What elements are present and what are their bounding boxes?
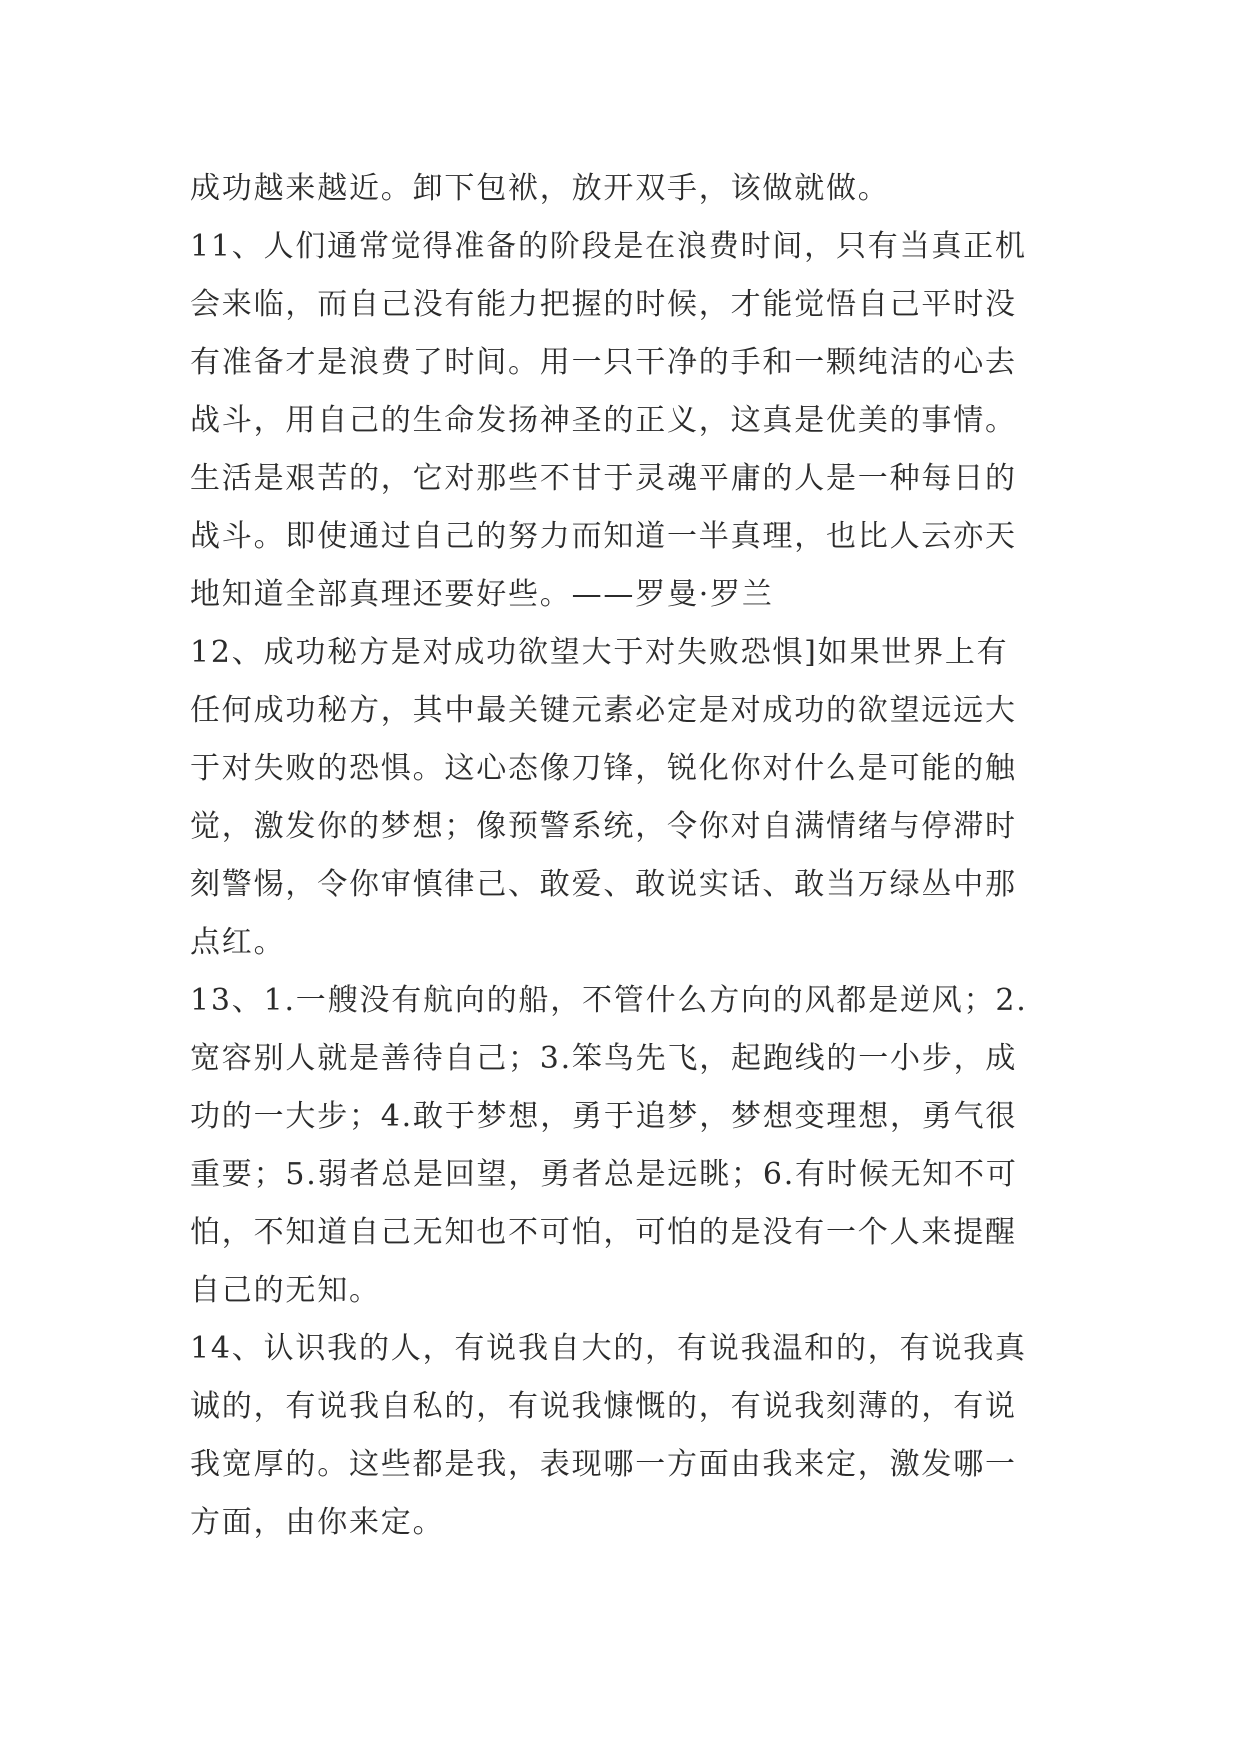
text-line: 诚的，有说我自私的，有说我慷慨的，有说我刻薄的，有说: [190, 1389, 1017, 1424]
text-line: 有准备才是浪费了时间。用一只干净的手和一颗纯洁的心去: [190, 345, 1017, 380]
text-line: 地知道全部真理还要好些。——罗曼·罗兰: [190, 577, 774, 612]
body-text: [190, 160, 1060, 1552]
text-line: 怕，不知道自己无知也不可怕，可怕的是没有一个人来提醒: [190, 1215, 1017, 1250]
text-line: 重要；5.弱者总是回望，勇者总是远眺；6.有时候无知不可: [190, 1157, 1018, 1192]
text-line: 宽容别人就是善待自己；3.笨鸟先飞，起跑线的一小步，成: [190, 1041, 1018, 1076]
text-line: 任何成功秘方，其中最关键元素必定是对成功的欲望远远大: [190, 693, 1017, 728]
text-line: 点红。: [190, 925, 286, 960]
text-line: 觉，激发你的梦想；像预警系统，令你对自满情绪与停滞时: [190, 809, 1017, 844]
text-line: 12、成功秘方是对成功欲望大于对失败恐惧]如果世界上有: [190, 635, 1009, 670]
text-line: 战斗。即使通过自己的努力而知道一半真理，也比人云亦天: [190, 519, 1017, 554]
text-line: 自己的无知。: [190, 1273, 381, 1308]
text-line: 刻警惕，令你审慎律己、敢爱、敢说实话、敢当万绿丛中那: [190, 867, 1017, 902]
text-line: 成功越来越近。卸下包袱，放开双手，该做就做。: [190, 171, 890, 206]
text-line: 生活是艰苦的，它对那些不甘于灵魂平庸的人是一种每日的: [190, 461, 1017, 496]
text-line: 14、认识我的人，有说我自大的，有说我温和的，有说我真: [190, 1331, 1027, 1366]
text-line: 于对失败的恐惧。这心态像刀锋，锐化你对什么是可能的触: [190, 751, 1017, 786]
text-line: 13、1.一艘没有航向的船，不管什么方向的风都是逆风；2.: [190, 983, 1028, 1018]
text-line: 11、人们通常觉得准备的阶段是在浪费时间，只有当真正机: [190, 229, 1027, 264]
text-line: 功的一大步；4.敢于梦想，勇于追梦，梦想变理想，勇气很: [190, 1099, 1018, 1134]
text-line: 方面，由你来定。: [190, 1505, 445, 1540]
text-line: 我宽厚的。这些都是我，表现哪一方面由我来定，激发哪一: [190, 1447, 1017, 1482]
text-line: 会来临，而自己没有能力把握的时候，才能觉悟自己平时没: [190, 287, 1017, 322]
text-line: 战斗，用自己的生命发扬神圣的正义，这真是优美的事情。: [190, 403, 1017, 438]
